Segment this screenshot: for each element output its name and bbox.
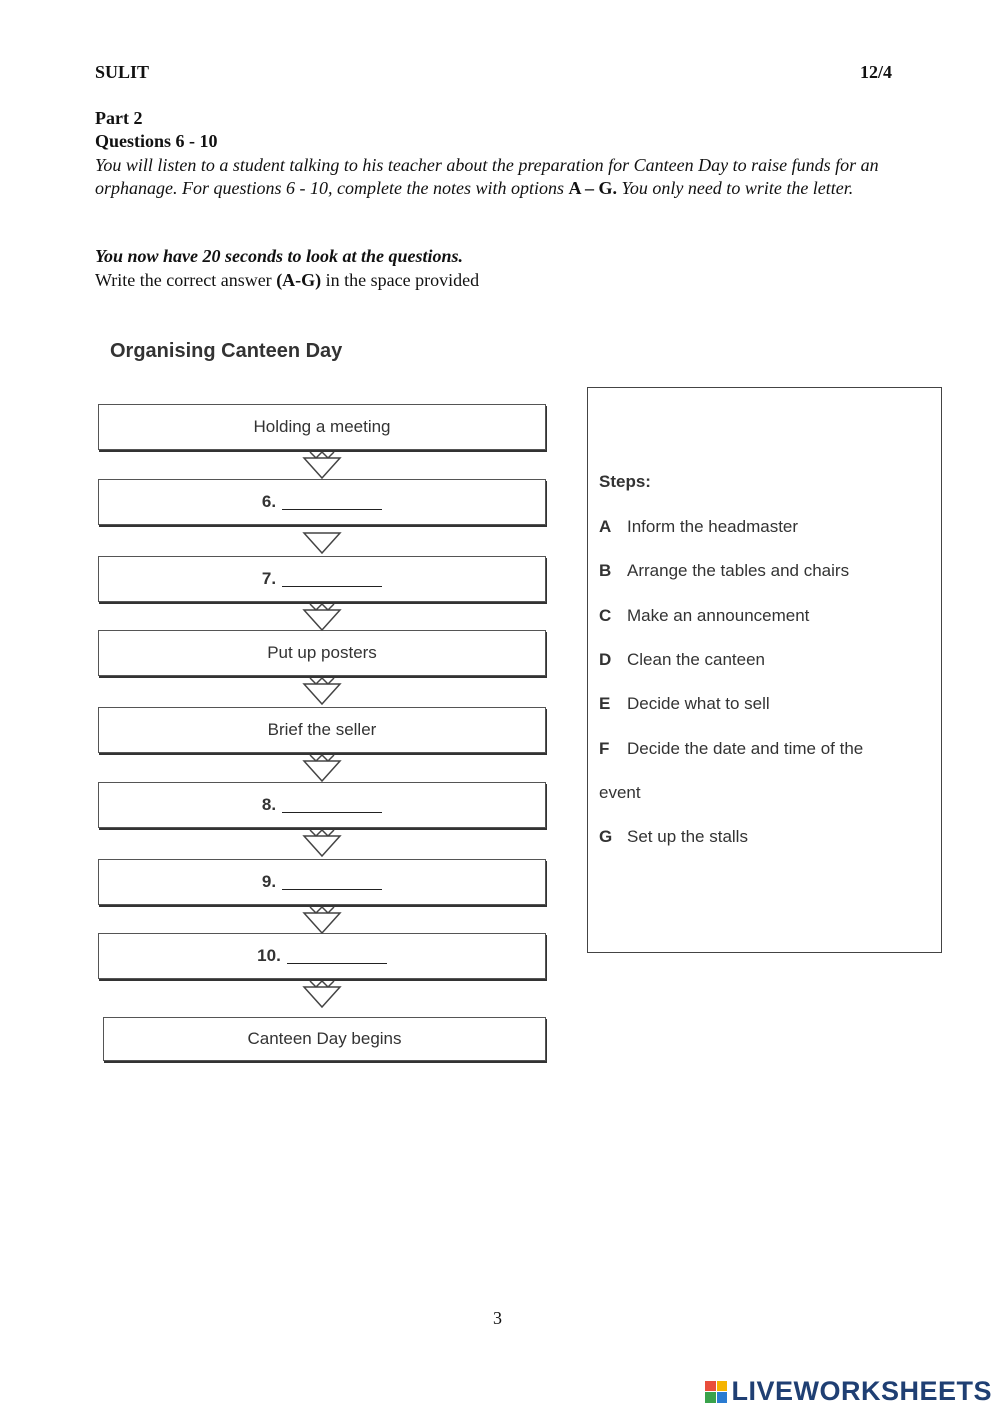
step-option-b bbox=[599, 561, 849, 581]
flow-box-meeting bbox=[98, 404, 546, 450]
instruction-text-end: You only need to write the letter. bbox=[616, 178, 854, 198]
flow-box-q6[interactable] bbox=[98, 479, 546, 525]
write-text: Write the correct answer bbox=[95, 270, 277, 290]
flow-box-label: Brief the seller bbox=[267, 720, 377, 739]
step-option-e bbox=[599, 694, 770, 714]
instruction-options: A – G. bbox=[568, 178, 617, 198]
flow-box-q8[interactable] bbox=[98, 782, 546, 828]
down-arrow-icon bbox=[302, 526, 342, 554]
part-heading: Part 2 bbox=[95, 108, 143, 128]
down-arrow-icon bbox=[302, 451, 342, 479]
step-key: B bbox=[599, 561, 612, 580]
answer-blank[interactable] bbox=[287, 949, 387, 964]
question-number: 9. bbox=[261, 872, 277, 891]
instruction-text: You will listen to a student talking to his teacher about the preparation for Canteen Day to raise funds for an orphanage. For questions 6 - 10, complete the notes with options bbox=[95, 155, 879, 198]
step-option-g bbox=[599, 827, 748, 847]
question-number: 6. bbox=[261, 492, 277, 511]
flow-box-q9[interactable] bbox=[98, 859, 546, 905]
flow-box-label: Holding a meeting bbox=[253, 417, 391, 436]
step-option-f bbox=[599, 739, 863, 759]
step-key: C bbox=[599, 606, 612, 625]
step-key: A bbox=[599, 517, 612, 536]
answer-blank[interactable] bbox=[282, 572, 382, 587]
write-instruction bbox=[95, 270, 479, 291]
step-text: event bbox=[599, 783, 641, 802]
questions-heading: Questions 6 - 10 bbox=[95, 131, 218, 151]
answer-blank[interactable] bbox=[282, 798, 382, 813]
question-number: 8. bbox=[261, 795, 277, 814]
step-option-f-continued bbox=[599, 783, 641, 803]
question-number: 7. bbox=[261, 569, 277, 588]
write-range: (A-G) bbox=[276, 270, 322, 290]
step-text: Arrange the tables and chairs bbox=[627, 561, 850, 580]
logo-icon bbox=[705, 1381, 727, 1403]
instructions bbox=[95, 154, 910, 200]
step-option-d bbox=[599, 650, 765, 670]
header-left-label: SULIT bbox=[95, 62, 150, 82]
write-text-end: in the space provided bbox=[321, 270, 480, 290]
answer-blank[interactable] bbox=[282, 875, 382, 890]
step-option-c bbox=[599, 606, 809, 626]
steps-title: Steps: bbox=[599, 472, 651, 491]
answer-blank[interactable] bbox=[282, 495, 382, 510]
down-arrow-icon bbox=[302, 980, 342, 1008]
step-text: Decide the date and time of the bbox=[627, 739, 864, 758]
flow-box-q7[interactable] bbox=[98, 556, 546, 602]
flow-box-label: Canteen Day begins bbox=[247, 1029, 402, 1048]
header-right-label: 12/4 bbox=[860, 62, 893, 82]
down-arrow-icon bbox=[302, 603, 342, 631]
step-key: G bbox=[599, 827, 613, 846]
flow-box-posters bbox=[98, 630, 546, 676]
step-text: Clean the canteen bbox=[627, 650, 765, 669]
step-key: F bbox=[599, 739, 610, 758]
page-number: 3 bbox=[493, 1308, 502, 1328]
flow-box-q10[interactable] bbox=[98, 933, 546, 979]
question-number: 10. bbox=[257, 946, 281, 965]
step-text: Decide what to sell bbox=[627, 694, 770, 713]
step-option-a bbox=[599, 517, 798, 537]
liveworksheets-logo bbox=[705, 1376, 992, 1407]
down-arrow-icon bbox=[302, 754, 342, 782]
flowchart-title: Organising Canteen Day bbox=[110, 340, 343, 362]
step-text: Inform the headmaster bbox=[627, 517, 799, 536]
down-arrow-icon bbox=[302, 677, 342, 705]
time-prompt: You now have 20 seconds to look at the questions. bbox=[95, 246, 464, 266]
flow-box-label: Put up posters bbox=[267, 643, 377, 662]
step-key: E bbox=[599, 694, 611, 713]
logo-text: LIVEWORKSHEETS bbox=[731, 1376, 992, 1406]
step-text: Set up the stalls bbox=[627, 827, 748, 846]
step-text: Make an announcement bbox=[627, 606, 810, 625]
flow-box-begins bbox=[103, 1017, 546, 1061]
flow-box-brief bbox=[98, 707, 546, 753]
step-key: D bbox=[599, 650, 612, 669]
down-arrow-icon bbox=[302, 829, 342, 857]
down-arrow-icon bbox=[302, 906, 342, 934]
